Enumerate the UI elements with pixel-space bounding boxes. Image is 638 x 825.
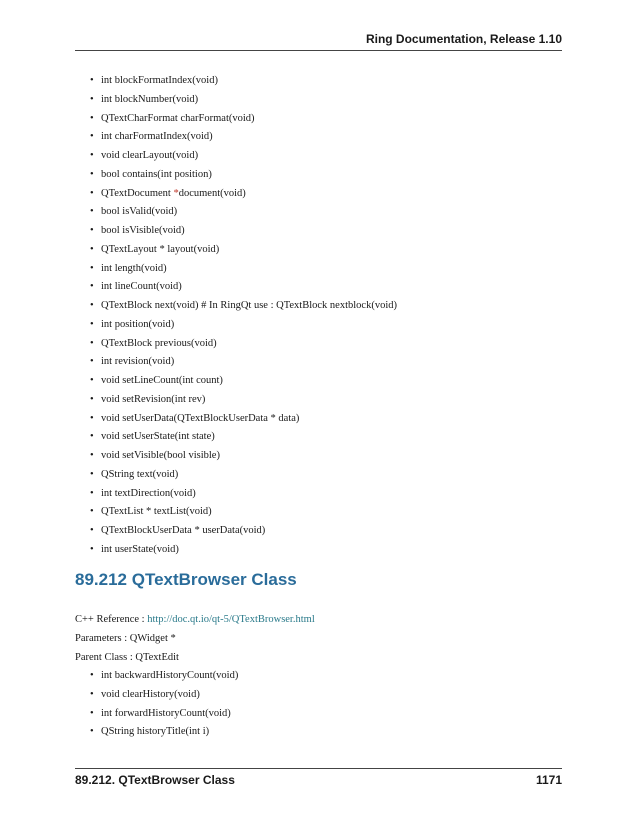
method-text: int revision(void) — [101, 356, 175, 368]
method-item — [90, 166, 397, 185]
bullet-icon: • — [90, 412, 94, 424]
method-item — [90, 222, 397, 241]
method-text: void setVisible(bool visible) — [101, 450, 220, 461]
method-text: bool isValid(void) — [101, 206, 178, 218]
method-item — [90, 335, 397, 354]
bullet-icon: • — [90, 206, 94, 218]
method-item — [90, 110, 397, 129]
method-item — [90, 278, 397, 297]
page-number: 1171 — [535, 773, 562, 787]
method-item — [90, 705, 238, 724]
cpp-reference-link[interactable]: http://doc.qt.io/qt-5/QTextBrowser.html — [147, 614, 315, 625]
bullet-icon: • — [90, 131, 94, 143]
method-text: QTextBlock previous(void) — [101, 337, 217, 349]
method-item — [90, 391, 397, 410]
method-text: void setUserData(QTextBlockUserData * data) — [101, 412, 300, 424]
method-item — [90, 91, 397, 110]
bullet-icon: • — [90, 112, 94, 124]
bullet-icon: • — [90, 93, 94, 105]
method-item — [90, 185, 397, 204]
method-text: int userState(void) — [101, 543, 179, 555]
bullet-icon: • — [90, 543, 94, 555]
method-item — [90, 686, 238, 705]
method-item — [90, 297, 397, 316]
bullet-icon: • — [90, 688, 94, 700]
cpp-reference-label: C++ Reference : — [75, 614, 148, 625]
method-text-after: document(void) — [178, 187, 246, 199]
method-text: QTextLayout * layout(void) — [101, 243, 220, 255]
bullet-icon: • — [90, 431, 94, 443]
bullet-icon: • — [90, 525, 94, 536]
method-item — [90, 372, 397, 391]
method-item — [90, 353, 397, 372]
bullet-icon: • — [90, 150, 94, 161]
bullet-icon: • — [90, 670, 94, 681]
method-text: QString historyTitle(int i) — [101, 726, 210, 738]
method-text: void setLineCount(int count) — [101, 375, 223, 386]
method-item — [90, 522, 397, 541]
bullet-icon: • — [90, 487, 94, 499]
section-heading: 89.212 QTextBrowser Class — [75, 570, 297, 589]
method-item — [90, 667, 238, 686]
bullet-icon: • — [90, 337, 94, 349]
method-text: int position(void) — [101, 318, 175, 330]
method-text: QTextList * textList(void) — [101, 506, 212, 518]
method-item — [90, 723, 238, 742]
method-item — [90, 316, 397, 335]
bullet-icon: • — [90, 300, 94, 311]
parent-class-line: Parent Class : QTextEdit — [75, 652, 179, 663]
bullet-icon: • — [90, 393, 94, 405]
bullet-icon: • — [90, 375, 94, 386]
header-title: Ring Documentation, Release 1.10 — [365, 32, 562, 46]
method-text: void setUserState(int state) — [101, 431, 215, 443]
method-item — [90, 466, 397, 485]
bullet-icon: • — [90, 356, 94, 368]
method-text: int charFormatIndex(void) — [101, 131, 213, 143]
method-text: int textDirection(void) — [101, 487, 196, 499]
method-list-section — [90, 667, 238, 742]
method-item — [90, 541, 397, 560]
bullet-icon: • — [90, 187, 94, 199]
bullet-icon: • — [90, 318, 94, 330]
bullet-icon: • — [90, 707, 94, 719]
method-item — [90, 147, 397, 166]
method-text: QTextBlock next(void) # In RingQt use : QTextBlock nextblock(void) — [101, 300, 397, 311]
method-text: int blockFormatIndex(void) — [101, 75, 218, 86]
method-item — [90, 72, 397, 91]
method-text: void clearLayout(void) — [101, 150, 199, 161]
method-text-before: QTextDocument — [101, 187, 174, 199]
method-item — [90, 428, 397, 447]
bullet-icon: • — [90, 281, 94, 293]
method-text: int blockNumber(void) — [101, 93, 199, 105]
bullet-icon: • — [90, 726, 94, 738]
method-text: void clearHistory(void) — [101, 688, 200, 700]
parameters-line: Parameters : QWidget * — [75, 633, 176, 644]
footer-section: 89.212. QTextBrowser Class — [75, 773, 235, 787]
method-item — [90, 410, 397, 429]
method-text: void setRevision(int rev) — [101, 393, 206, 405]
method-text: int backwardHistoryCount(void) — [101, 670, 239, 681]
method-text: bool isVisible(void) — [101, 225, 185, 236]
bullet-icon: • — [90, 75, 94, 86]
bullet-icon: • — [90, 243, 94, 255]
bullet-icon: • — [90, 225, 94, 236]
method-item — [90, 260, 397, 279]
method-text: bool contains(int position) — [101, 168, 212, 180]
method-item — [90, 447, 397, 466]
bullet-icon: • — [90, 168, 94, 180]
method-text: int length(void) — [101, 262, 167, 274]
method-text: int forwardHistoryCount(void) — [101, 707, 231, 719]
bullet-icon: • — [90, 506, 94, 518]
method-text: QTextCharFormat charFormat(void) — [101, 112, 255, 124]
cpp-reference-line — [75, 614, 315, 625]
method-text: QString text(void) — [101, 468, 179, 480]
method-text: QTextBlockUserData * userData(void) — [101, 525, 266, 536]
page-footer — [75, 768, 562, 791]
method-text: int lineCount(void) — [101, 281, 182, 293]
method-list-top — [90, 72, 397, 560]
bullet-icon: • — [90, 450, 94, 461]
method-item — [90, 203, 397, 222]
bullet-icon: • — [90, 468, 94, 480]
method-text-red: * — [173, 187, 179, 199]
method-item — [90, 503, 397, 522]
method-item — [90, 241, 397, 260]
method-item — [90, 128, 397, 147]
bullet-icon: • — [90, 262, 94, 274]
method-item — [90, 485, 397, 504]
page-header — [75, 30, 562, 51]
